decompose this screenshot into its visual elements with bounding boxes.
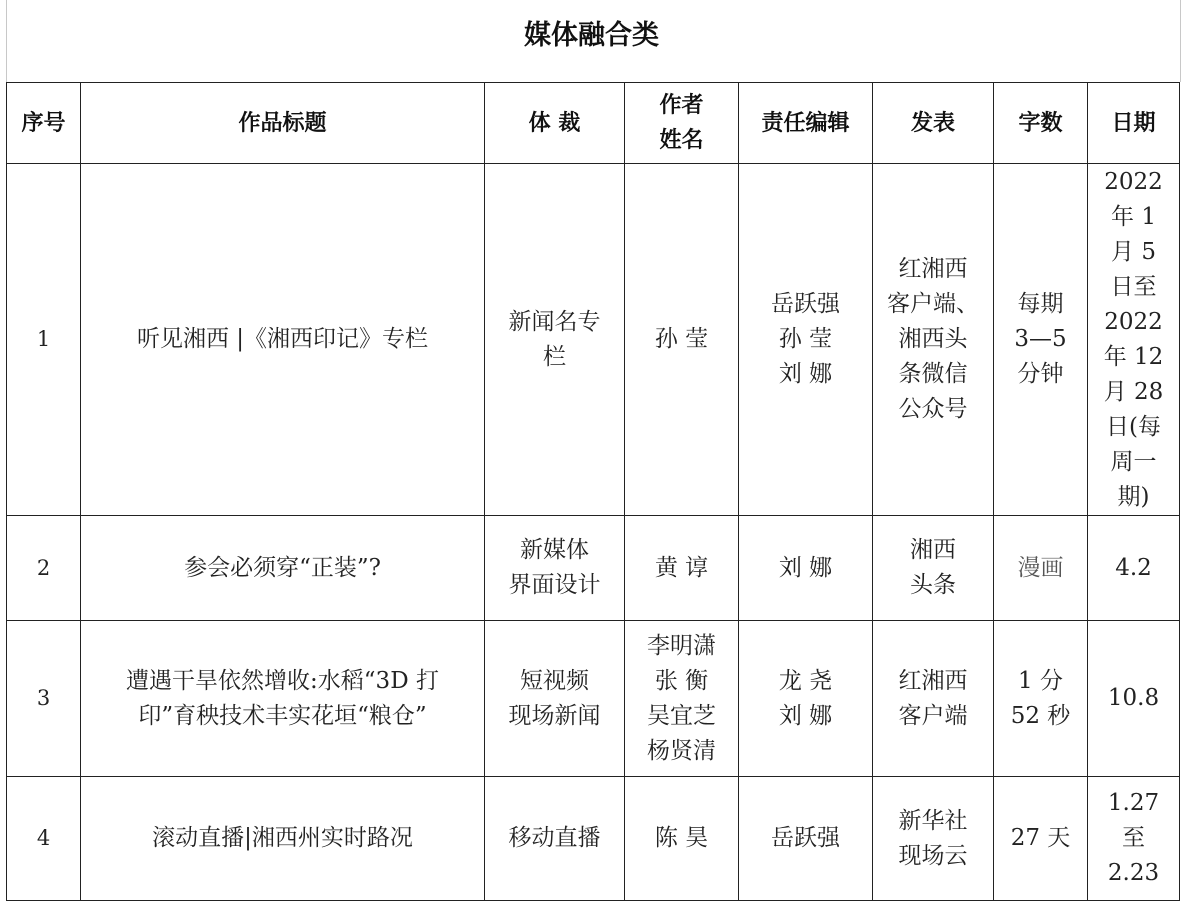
cell-publish: 红湘西 客户端、 湘西头 条微信 公众号	[873, 164, 994, 516]
cell-work-title: 听见湘西 |《湘西印记》专栏	[81, 164, 485, 516]
cell-work-title: 滚动直播|湘西州实时路况	[81, 777, 485, 901]
cell-words: 27 天	[994, 777, 1088, 901]
cell-words: 1 分 52 秒	[994, 621, 1088, 777]
cell-date: 1.27 至 2.23	[1088, 777, 1180, 901]
cell-words: 漫画	[994, 516, 1088, 621]
table-row	[7, 777, 1180, 901]
cell-editor: 龙 尧 刘 娜	[739, 621, 873, 777]
header-work-title: 作品标题	[81, 83, 485, 164]
table-row	[7, 621, 1180, 777]
cell-publish: 红湘西 客户端	[873, 621, 994, 777]
cell-words: 每期 3—5 分钟	[994, 164, 1088, 516]
cell-work-title: 参会必须穿“正装”?	[81, 516, 485, 621]
page-title: 媒体融合类	[524, 20, 659, 51]
cell-publish: 湘西 头条	[873, 516, 994, 621]
cell-genre: 短视频 现场新闻	[485, 621, 625, 777]
cell-editor: 刘 娜	[739, 516, 873, 621]
cell-date: 4.2	[1088, 516, 1180, 621]
cell-date: 10.8	[1088, 621, 1180, 777]
cell-editor: 岳跃强 孙 莹 刘 娜	[739, 164, 873, 516]
table-row	[7, 164, 1180, 516]
cell-editor: 岳跃强	[739, 777, 873, 901]
cell-date: 2022 年 1 月 5 日至 2022 年 12 月 28 日(每 周一 期)	[1088, 164, 1180, 516]
cell-seq: 3	[7, 621, 81, 777]
cell-author: 李明潇 张 衡 吴宜芝 杨贤清	[625, 621, 739, 777]
cell-work-title: 遭遇干旱依然增收:水稻“3D 打 印”育秧技术丰实花垣“粮仓”	[81, 621, 485, 777]
header-seq: 序号	[7, 83, 81, 164]
cell-seq: 4	[7, 777, 81, 901]
award-table	[6, 82, 1180, 901]
cell-seq: 1	[7, 164, 81, 516]
cell-publish: 新华社 现场云	[873, 777, 994, 901]
cell-seq: 2	[7, 516, 81, 621]
cell-genre: 移动直播	[485, 777, 625, 901]
header-author: 作者 姓名	[625, 83, 739, 164]
header-date: 日期	[1088, 83, 1180, 164]
cell-author: 陈 昊	[625, 777, 739, 901]
table-row	[7, 516, 1180, 621]
header-genre: 体 裁	[485, 83, 625, 164]
header-words: 字数	[994, 83, 1088, 164]
cell-genre: 新媒体 界面设计	[485, 516, 625, 621]
header-row	[7, 83, 1180, 164]
cell-author: 黄 谆	[625, 516, 739, 621]
header-editor: 责任编辑	[739, 83, 873, 164]
cell-genre: 新闻名专 栏	[485, 164, 625, 516]
header-publish: 发表	[873, 83, 994, 164]
cell-author: 孙 莹	[625, 164, 739, 516]
